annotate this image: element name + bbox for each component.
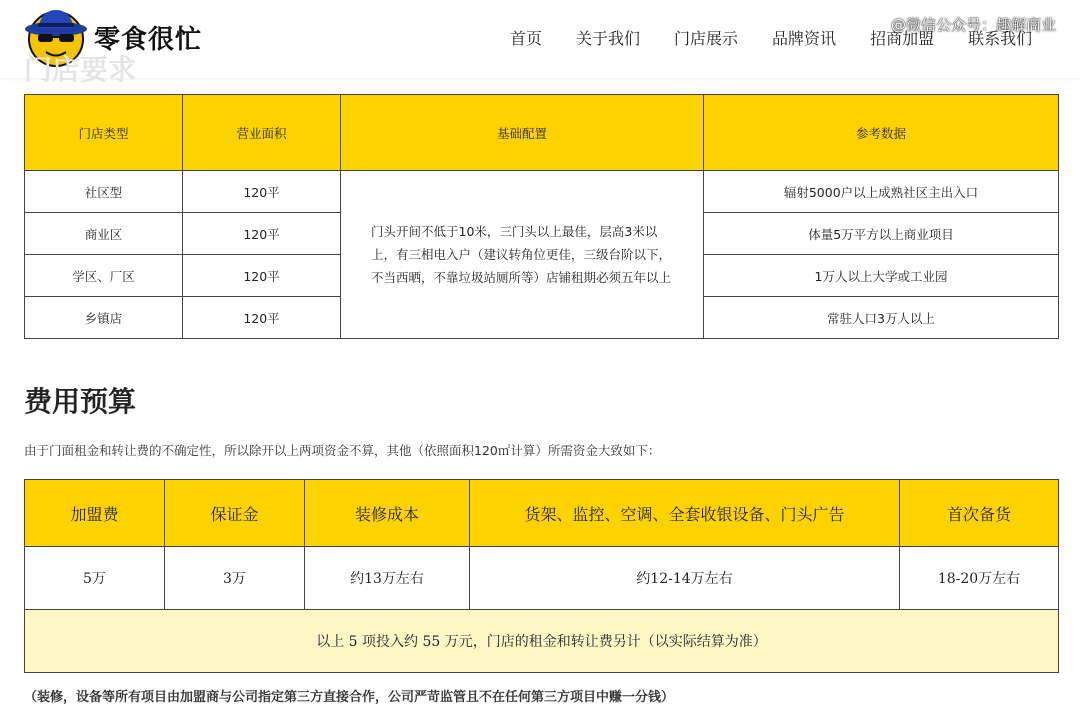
summary-row: [25, 610, 1059, 673]
cell-reference: 1万人以上大学或工业园: [704, 255, 1059, 297]
col-header-deposit: 保证金: [165, 480, 305, 547]
section-title-budget: 费用预算: [24, 385, 137, 418]
col-header-equipment: 货架、监控、空调、全套收银设备、门头广告: [470, 480, 900, 547]
budget-description: 由于门面租金和转让费的不确定性，所以除开以上两项资金不算，其他（依照面积120㎡计算）所需资金大致如下：: [24, 443, 661, 458]
cell-area: 120平: [183, 297, 341, 339]
col-header-config: 基础配置: [341, 95, 704, 171]
cell-reference: 辐射5000户以上成熟社区主出入口: [704, 171, 1059, 213]
cell-store-type: 乡镇店: [25, 297, 183, 339]
nav-item-home[interactable]: 首页: [510, 29, 543, 48]
col-header-renovation: 装修成本: [305, 480, 470, 547]
table-header-row: [25, 480, 1059, 547]
col-header-franchise-fee: 加盟费: [25, 480, 165, 547]
cell-store-type: 商业区: [25, 213, 183, 255]
cell-equipment: 约12-14万左右: [470, 547, 900, 610]
cell-store-type: 社区型: [25, 171, 183, 213]
table-header-row: [25, 95, 1059, 171]
cell-renovation: 约13万左右: [305, 547, 470, 610]
cell-initial-stock: 18-20万左右: [900, 547, 1059, 610]
col-header-store-type: 门店类型: [25, 95, 183, 171]
table-row: [25, 171, 1059, 213]
cell-reference: 体量5万平方以上商业项目: [704, 213, 1059, 255]
footnote: （装修，设备等所有项目由加盟商与公司指定第三方直接合作，公司严苛监管且不在任何第三方项目中赚一分钱）: [24, 690, 675, 705]
budget-table: [24, 479, 1059, 673]
cell-area: 120平: [183, 171, 341, 213]
nav-item-contact[interactable]: 联系我们: [968, 29, 1033, 48]
cell-config: 门头开间不低于10米，三门头以上最佳，层高3米以上，有三相电入户（建议转角位更佳，三级台阶以下，不当西晒，不靠垃圾站厕所等）店铺租期必须五年以上: [341, 171, 704, 339]
nav-item-franchise[interactable]: 招商加盟: [870, 29, 935, 48]
nav-item-stores[interactable]: 门店展示: [674, 29, 739, 48]
brand-name: 零食很忙: [94, 24, 203, 55]
cell-area: 120平: [183, 255, 341, 297]
store-requirements-table: [24, 94, 1059, 339]
nav-item-news[interactable]: 品牌资讯: [772, 29, 837, 48]
cell-store-type: 学区、厂区: [25, 255, 183, 297]
nav-item-about[interactable]: 关于我们: [576, 29, 641, 48]
col-header-initial-stock: 首次备货: [900, 480, 1059, 547]
cell-deposit: 3万: [165, 547, 305, 610]
site-header: [0, 0, 1080, 86]
col-header-area: 营业面积: [183, 95, 341, 171]
faint-heading: 门店要求: [24, 53, 137, 86]
watermark: @微信公众号：趣解商业: [890, 16, 1056, 34]
cell-summary: 以上 5 项投入约 55 万元，门店的租金和转让费另计（以实际结算为准）: [25, 610, 1059, 673]
cell-franchise-fee: 5万: [25, 547, 165, 610]
cell-area: 120平: [183, 213, 341, 255]
cell-reference: 常驻人口3万人以上: [704, 297, 1059, 339]
table-row: [25, 547, 1059, 610]
col-header-reference: 参考数据: [704, 95, 1059, 171]
